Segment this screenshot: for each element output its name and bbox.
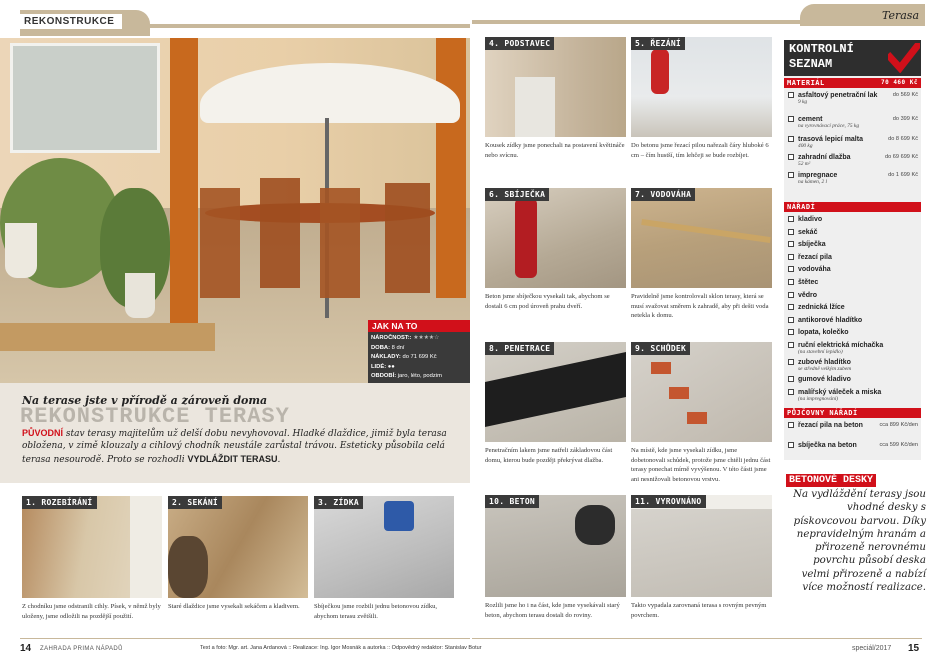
tool-item[interactable] bbox=[788, 229, 918, 236]
item-name: lopata, kolečko bbox=[798, 329, 849, 337]
step-8-caption: Penetračním lakem jsme natřeli základovou část domu, kterou bude později překrývat dlažba. bbox=[485, 447, 613, 464]
lead-bold-end: VYDLÁŽDIT TERASU bbox=[187, 453, 278, 464]
step-5-caption: Do betonu jsme řezací pilou nařezali čáry hluboké 6 cm – čím hustší, tím lehčeji se bude rozbíjet. bbox=[631, 142, 769, 159]
checkbox-icon[interactable] bbox=[788, 442, 794, 448]
checkbox-icon[interactable] bbox=[788, 92, 794, 98]
tool-item[interactable] bbox=[788, 216, 918, 223]
lead-end: . bbox=[277, 454, 281, 465]
checkbox-icon[interactable] bbox=[788, 342, 794, 348]
item-price: cca 599 Kč/den bbox=[879, 442, 918, 448]
checkbox-icon[interactable] bbox=[788, 304, 794, 310]
page-number-left: 14 bbox=[20, 643, 32, 654]
item-note: 9 kg bbox=[798, 99, 808, 105]
lead-text: stav terasy majitelům už delší dobu nevyhovoval. Hladké dlaždice, jimiž byla terasa obložena, v zimě klouzaly a cihlový chodník neustále zarůstal trávou. Esteticky působila celá terasa nesourodě. Proto se rozhodli bbox=[22, 429, 447, 465]
item-name: cement bbox=[798, 116, 823, 123]
item-price: do 569 Kč bbox=[892, 92, 918, 98]
step-9-photo bbox=[631, 342, 772, 442]
section-tab-label: REKONSTRUKCE bbox=[20, 14, 122, 29]
item-note: 52 m² bbox=[798, 161, 811, 167]
item-name: malířský váleček a miska bbox=[798, 388, 882, 396]
magazine-name: ZAHRADA PRIMA NÁPADŮ bbox=[40, 646, 123, 652]
step-3-label: 3. ZÍDKA bbox=[314, 496, 363, 509]
item-name: trasová lepicí malta bbox=[798, 136, 863, 143]
tool-item[interactable] bbox=[788, 359, 918, 372]
step-6-photo bbox=[485, 188, 626, 288]
credits: Text a foto: Mgr. art. Jana Ardanová :: Realizace: Ing. Igor Mosnák a autorka :: Odpovědný redaktor: Stanislav Botur bbox=[200, 645, 482, 651]
step-1-photo bbox=[22, 496, 162, 598]
materials-label: MATERIÁL bbox=[787, 79, 825, 87]
tools-label: NÁŘADÍ bbox=[787, 203, 816, 211]
section-tab-right-label: Terasa bbox=[881, 9, 919, 22]
step-9-label: 9. SCHŮDEK bbox=[631, 342, 690, 355]
item-name: řezací pila na beton bbox=[798, 422, 863, 429]
footer-rule-right bbox=[472, 638, 922, 639]
step-1-label: 1. ROZEBÍRÁNÍ bbox=[22, 496, 97, 509]
step-10-caption: Rozlili jsme ho i na část, kde jsme vysekávali starý beton, abychom terasu dostali do roviny. bbox=[485, 602, 620, 619]
material-item[interactable] bbox=[788, 136, 918, 149]
checklist-header bbox=[784, 40, 921, 76]
checkbox-icon[interactable] bbox=[788, 359, 794, 365]
lead-dropcap-word: PŮVODNÍ bbox=[22, 428, 64, 438]
item-note: na vyrovnávací práce, 75 kg bbox=[798, 123, 860, 129]
step-11-label: 11. VYROVNÁNO bbox=[631, 495, 706, 508]
item-name: zahradní dlažba bbox=[798, 154, 851, 161]
checklist-panel bbox=[784, 40, 921, 460]
tools-header bbox=[784, 202, 921, 212]
checkmark-icon bbox=[888, 43, 920, 73]
item-name: ruční elektrická míchačka bbox=[798, 342, 884, 349]
item-name: řezací pila bbox=[798, 253, 832, 261]
page-number-right: 15 bbox=[908, 643, 920, 654]
item-price: do 69 699 Kč bbox=[885, 154, 918, 160]
checkbox-icon[interactable] bbox=[788, 422, 794, 428]
step-5-label: 5. ŘEZÁNÍ bbox=[631, 37, 685, 50]
jak-na-to-box bbox=[368, 320, 470, 384]
step-5-photo bbox=[631, 37, 772, 137]
rental-label: PŮJČOVNY NÁŘADÍ bbox=[787, 409, 858, 417]
step-7-caption: Pravidelně jsme kontrolovali sklon terasy, která se musí svažovat směrem k zahradě, aby při dešti voda netekla k domu. bbox=[631, 293, 769, 320]
material-item[interactable] bbox=[788, 92, 918, 105]
beton-text: Na vydláždění terasy jsou vhodné desky s pískovcovou barvou. Díky nepravidelným hranám a přirozeně nerovnému povrchu působí deska velmi přirozeně a nabízí více možností realizace. bbox=[793, 489, 926, 593]
step-10-label: 10. BETON bbox=[485, 495, 539, 508]
section-tab-right bbox=[800, 4, 925, 26]
step-3-caption: Sbíječkou jsme rozbili jednu betonovou zídku, abychom terasu zvětšili. bbox=[314, 603, 438, 620]
checkbox-icon[interactable] bbox=[788, 229, 794, 235]
item-name: kladivo bbox=[798, 216, 823, 223]
difficulty-value: ★★★★☆ bbox=[413, 335, 440, 341]
footer-rule-left bbox=[20, 638, 470, 639]
tool-item[interactable] bbox=[788, 279, 918, 286]
step-6-caption: Beton jsme sbíječkou vysekali tak, abychom se dostali 6 cm pod úroveň prahu dveří. bbox=[485, 293, 610, 310]
item-name: gumové kladivo bbox=[798, 376, 851, 383]
season-value: jaro, léto, podzim bbox=[397, 373, 442, 380]
checkbox-icon[interactable] bbox=[788, 172, 794, 178]
checkbox-icon[interactable] bbox=[788, 254, 794, 260]
checkbox-icon[interactable] bbox=[788, 329, 794, 335]
step-8-label: 8. PENETRACE bbox=[485, 342, 554, 355]
tool-item[interactable] bbox=[788, 342, 918, 355]
rental-item[interactable] bbox=[788, 422, 918, 429]
tool-item[interactable] bbox=[788, 317, 918, 324]
item-note: se středně velkým zubem bbox=[798, 366, 852, 372]
cost-value: do 71 699 Kč bbox=[402, 354, 437, 361]
tool-item[interactable] bbox=[788, 389, 918, 402]
rental-header bbox=[784, 408, 921, 418]
season-key: OBDOBÍ: bbox=[371, 373, 397, 380]
item-price: cca 899 Kč/den bbox=[879, 422, 918, 428]
people-key: LIDÉ: bbox=[371, 363, 387, 370]
beton-title: BETONOVÉ DESKY bbox=[786, 474, 876, 487]
cost-key: NÁKLADY: bbox=[371, 354, 401, 361]
checkbox-icon[interactable] bbox=[788, 241, 794, 247]
tool-item[interactable] bbox=[788, 329, 918, 336]
checkbox-icon[interactable] bbox=[788, 216, 794, 222]
jak-na-to-rows bbox=[371, 334, 469, 382]
step-11-photo bbox=[631, 495, 772, 597]
header-rule-right bbox=[472, 20, 802, 24]
item-name: impregnace bbox=[798, 172, 838, 179]
checklist-title-line2: SEZNAM bbox=[789, 57, 833, 71]
duration-value: 8 dní bbox=[391, 344, 405, 351]
item-name: sbíječka bbox=[798, 241, 826, 249]
step-3-photo bbox=[314, 496, 454, 598]
item-price: do 8 699 Kč bbox=[888, 136, 918, 142]
checkbox-icon[interactable] bbox=[788, 279, 794, 285]
materials-total: 70 460 Kč bbox=[880, 79, 918, 86]
difficulty-key: NÁROČNOST:: bbox=[371, 335, 412, 341]
tool-item[interactable] bbox=[788, 304, 918, 311]
checkbox-icon[interactable] bbox=[788, 116, 794, 122]
material-item[interactable] bbox=[788, 116, 918, 129]
hero-title: REKONSTRUKCE TERASY bbox=[20, 404, 290, 429]
step-2-caption: Staré dlaždice jsme vysekali sekáčem a kladivem. bbox=[168, 603, 300, 610]
step-7-label: 7. VODOVÁHA bbox=[631, 188, 695, 201]
step-2-photo bbox=[168, 496, 308, 598]
step-2-label: 2. SEKÁNÍ bbox=[168, 496, 222, 509]
tool-item[interactable] bbox=[788, 376, 918, 383]
material-item[interactable] bbox=[788, 154, 918, 167]
item-name: zubové hladítko bbox=[798, 359, 851, 366]
checklist-title bbox=[789, 42, 854, 72]
hero-subtitle: Na terase jste v přírodě a zároveň doma bbox=[22, 394, 268, 407]
step-4-caption: Kousek zídky jsme ponechali na postavení květináče nebo svícnu. bbox=[485, 142, 625, 159]
tool-item[interactable] bbox=[788, 241, 918, 248]
jak-na-to-title: JAK NA TO bbox=[368, 320, 470, 332]
item-note: (na impregnování) bbox=[798, 395, 839, 402]
step-11-caption: Takto vypadala zarovnaná terasa s rovným pevným povrchem. bbox=[631, 602, 767, 619]
duration-key: DOBA: bbox=[371, 344, 390, 351]
step-6-label: 6. SBÍJEČKA bbox=[485, 188, 549, 201]
item-name: štětec bbox=[798, 279, 819, 286]
checkbox-icon[interactable] bbox=[788, 376, 794, 382]
item-price: do 1 699 Kč bbox=[888, 172, 918, 178]
item-name: vodováha bbox=[798, 266, 831, 274]
step-9-caption: Na místě, kde jsme vysekali zídku, jsme dobetonovali schůdek, protože jsme chtěli jednu část terasy ponechat mírně vyvýšenou. V této části jsme ani nesnižovali betonovou vrstvu. bbox=[631, 447, 771, 483]
tool-item[interactable] bbox=[788, 266, 918, 273]
step-8-photo bbox=[485, 342, 626, 442]
item-note: na kámen, 2 l bbox=[798, 179, 828, 185]
item-name: sekáč bbox=[798, 228, 818, 236]
people-value: ●● bbox=[387, 363, 395, 370]
step-4-photo bbox=[485, 37, 626, 137]
checkbox-icon[interactable] bbox=[788, 136, 794, 142]
item-note: (na stavební lepidlo) bbox=[798, 349, 843, 355]
tool-item[interactable] bbox=[788, 292, 918, 299]
step-7-photo bbox=[631, 188, 772, 288]
item-name: asfaltový penetrační lak bbox=[798, 92, 878, 99]
hero-lead bbox=[22, 427, 462, 466]
header-rule-left bbox=[150, 24, 470, 28]
item-name: antikorové hladítko bbox=[798, 316, 863, 324]
step-10-photo bbox=[485, 495, 626, 597]
material-item[interactable] bbox=[788, 172, 918, 185]
checkbox-icon[interactable] bbox=[788, 292, 794, 298]
item-name: zednická lžíce bbox=[798, 304, 845, 312]
step-4-label: 4. PODSTAVEC bbox=[485, 37, 554, 50]
section-tab-left bbox=[20, 10, 150, 36]
item-name: vědro bbox=[798, 291, 818, 299]
item-note: 400 kg bbox=[798, 143, 813, 149]
checkbox-icon[interactable] bbox=[788, 154, 794, 160]
checklist-title-line1: KONTROLNÍ bbox=[789, 42, 854, 56]
issue-label: speciál/2017 bbox=[852, 645, 892, 652]
rental-item[interactable] bbox=[788, 442, 918, 449]
item-price: do 399 Kč bbox=[892, 116, 918, 122]
materials-header bbox=[784, 78, 921, 88]
checkbox-icon[interactable] bbox=[788, 266, 794, 272]
tool-item[interactable] bbox=[788, 254, 918, 261]
checkbox-icon[interactable] bbox=[788, 317, 794, 323]
item-name: sbíječka na beton bbox=[798, 442, 857, 449]
checkbox-icon[interactable] bbox=[788, 389, 794, 395]
step-1-caption: Z chodníku jsme odstranili cihly. Písek, v němž byly uloženy, jsme odložili na pozdější použití. bbox=[22, 603, 161, 620]
